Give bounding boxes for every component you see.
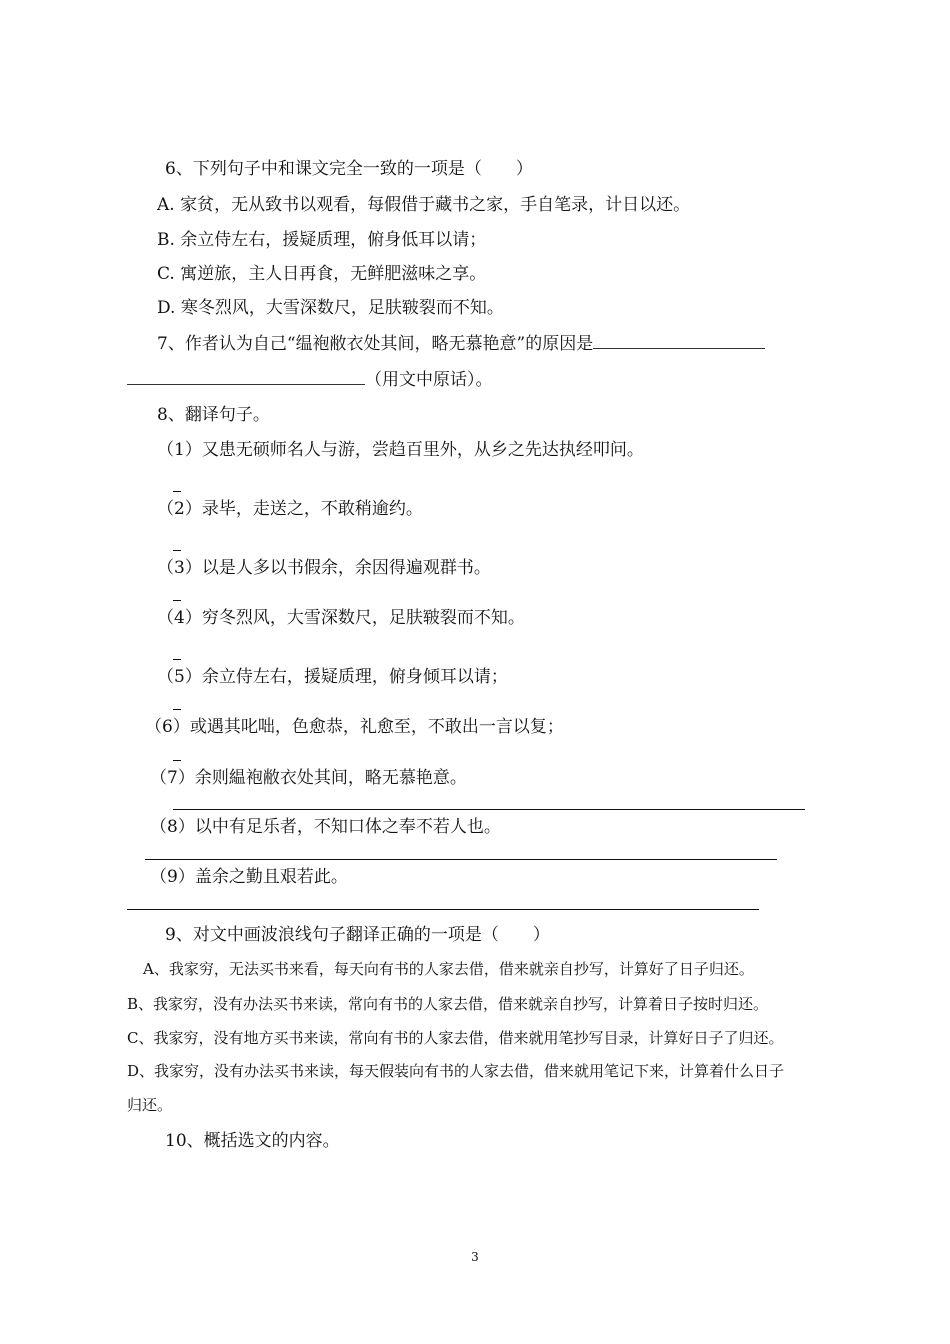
- q8-item-8: （8）以中有足乐者，不知口体之奉不若人也。: [150, 817, 501, 837]
- q10-stem: 10、概括选文的内容。: [165, 1131, 340, 1151]
- page-number: 3: [471, 1250, 479, 1264]
- q6-option-b: B. 余立侍左右，援疑质理，俯身低耳以请；: [157, 230, 487, 250]
- q7-stem-text: 7、作者认为自己“缊袍敝衣处其间，略无慕艳意”的原因是: [157, 334, 594, 354]
- q8-answer-line-7[interactable]: [173, 809, 805, 810]
- q8-item-3: （3）以是人多以书假余，余因得遍观群书。: [157, 558, 491, 578]
- q7-stem: [157, 336, 765, 353]
- q9-option-c: C、我家穷，没有地方买书来读，常向有书的人家去借，借来就用笔抄写目录，计算好日子了归还。: [127, 1029, 784, 1047]
- q9-stem: 9、对文中画波浪线句子翻译正确的一项是（ ）: [165, 925, 550, 945]
- q8-answer-mark-2: [173, 550, 181, 551]
- q8-item-5: （5）余立侍左右，援疑质理，俯身倾耳以请；: [157, 667, 508, 687]
- q6-option-c: C. 寓逆旅，主人日再食，无鲜肥滋味之享。: [157, 264, 487, 284]
- q8-answer-mark-5: [173, 709, 181, 710]
- q8-answer-mark-3: [173, 600, 181, 601]
- q8-item-9: （9）盖余之勤且艰若此。: [150, 867, 348, 887]
- q6-option-a: A. 家贫，无从致书以观看，每假借于藏书之家，手自笔录，计日以还。: [157, 195, 691, 215]
- q8-answer-line-9[interactable]: [127, 909, 759, 910]
- q8-answer-mark-1: [173, 491, 181, 492]
- q8-stem: 8、翻译句子。: [157, 405, 270, 425]
- q9-option-a: A、我家穷，无法买书来看，每天向有书的人家去借，借来就亲自抄写，计算好了日子归还。: [143, 960, 754, 978]
- q6-option-d: D. 寒冬烈风，大雪深数尺，足肤皲裂而不知。: [157, 298, 504, 318]
- q8-item-6: （6）或遇其叱咄，色愈恭，礼愈至，不敢出一言以复；: [145, 717, 564, 737]
- q7-answer-blank-2[interactable]: [127, 383, 365, 385]
- q7-continuation: [127, 372, 493, 389]
- q8-answer-mark-4: [173, 659, 181, 660]
- q9-option-d: D、我家穷，没有办法买书来读，每天假装向有书的人家去借，借来就用笔记下来，计算着什么日子: [127, 1062, 785, 1080]
- q8-item-2: （2）录毕，走送之，不敢稍逾约。: [157, 499, 423, 519]
- q9-option-b: B、我家穷，没有办法买书来读，常向有书的人家去借，借来就亲自抄写，计算着日子按时归还。: [127, 995, 769, 1013]
- q7-answer-blank-1[interactable]: [593, 347, 765, 349]
- q8-item-4: （4）穷冬烈风，大雪深数尺，足肤皲裂而不知。: [157, 608, 525, 628]
- q8-item-7: （7）余则緼袍敝衣处其间，略无慕艳意。: [150, 768, 467, 788]
- q8-answer-mark-6: [173, 760, 181, 761]
- q6-stem: 6、下列句子中和课文完全一致的一项是（ ）: [165, 159, 533, 179]
- q8-answer-line-8[interactable]: [145, 859, 777, 860]
- q9-option-d-continued: 归还。: [127, 1096, 173, 1114]
- q7-suffix: （用文中原话）。: [365, 370, 493, 390]
- q8-item-1: （1）又患无硕师名人与游，尝趋百里外，从乡之先达执经叩问。: [157, 440, 644, 460]
